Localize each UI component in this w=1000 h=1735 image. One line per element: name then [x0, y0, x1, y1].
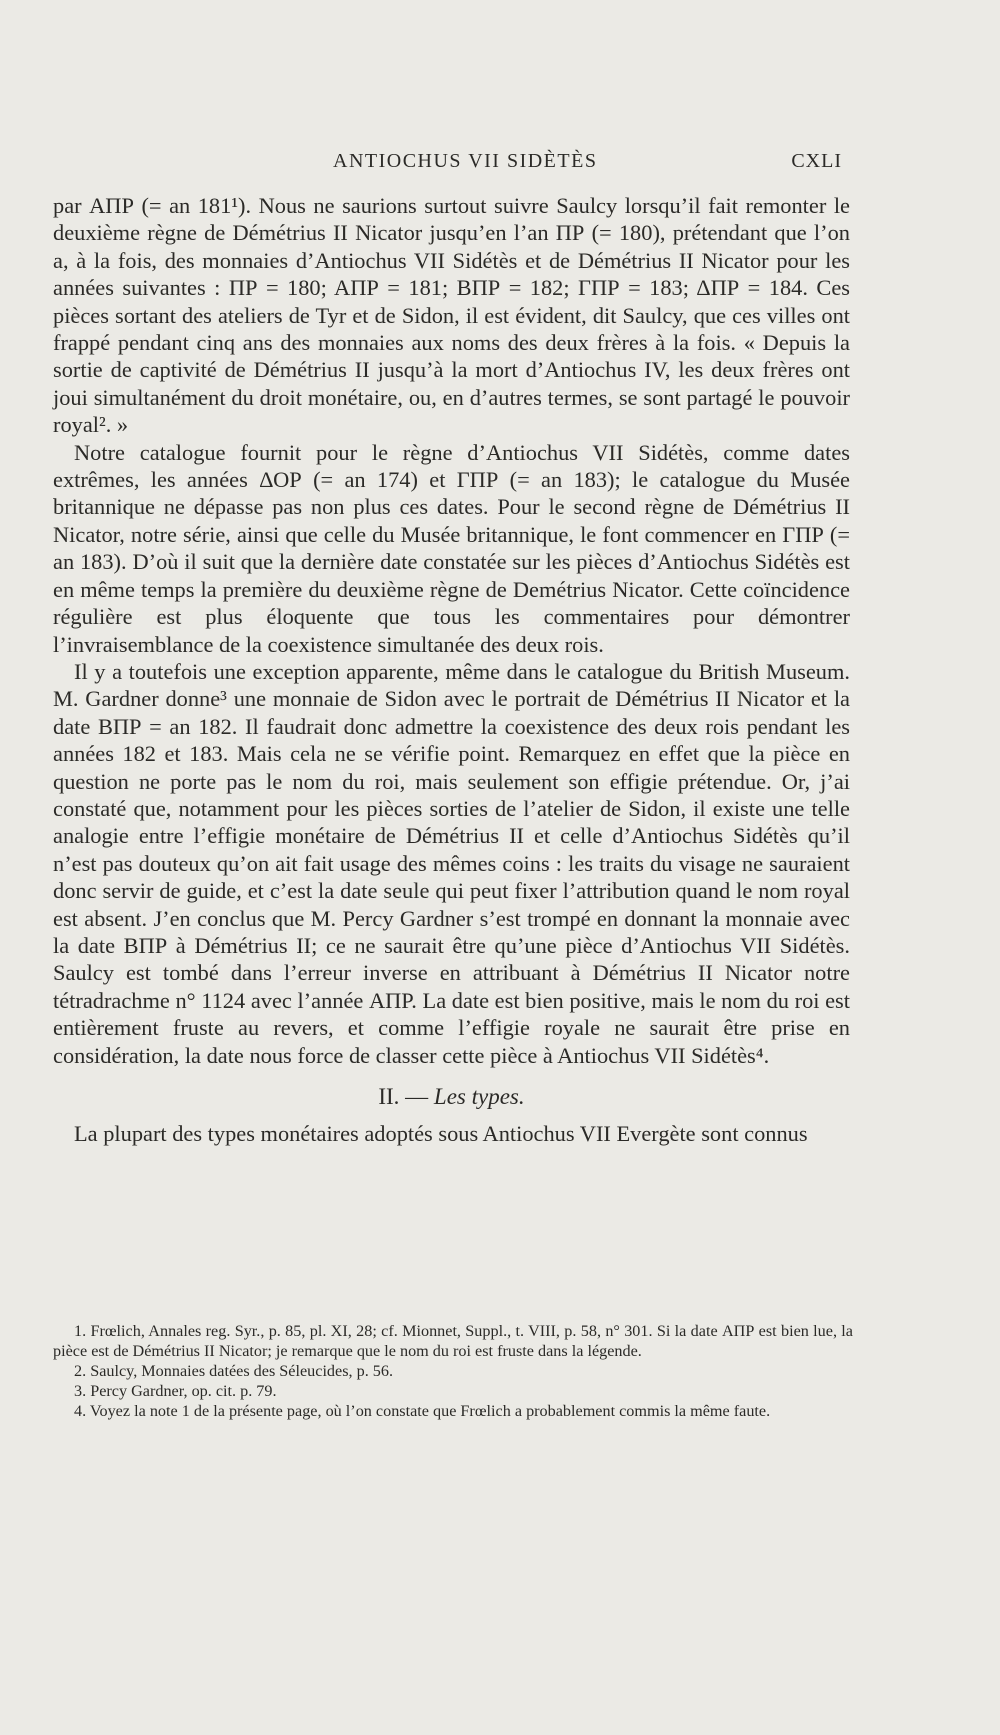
paragraph-1: par ΑΠΡ (= an 181¹). Nous ne saurions surtout suivre Saulcy lorsqu’il fait remonter le deuxième règne de Démétrius II Nicator jusqu’en l’an ΠΡ (= 180), prétendant que l’on a, à la fois, des monnaies d’Antiochus VII Sidétès et de Démétrius II Nicator pour les années suivantes : ΠΡ = 180; ΑΠΡ = 181; ΒΠΡ = 182; ΓΠΡ = 183; ΔΠΡ = 184. Ces pièces sortant des ateliers de Tyr et de Sidon, il est évident, dit Saulcy, que ces villes ont frappé pendant cinq ans des monnaies aux noms des deux frères à la fois. « Depuis la sortie de captivité de Démétrius II jusqu’à la mort d’Antiochus IV, les deux frères ont joui simultanément du droit monétaire, ou, en d’autres termes, se sont partagé le pouvoir royal². » — [53, 193, 850, 438]
footnote-1: 1. Frœlich, Annales reg. Syr., p. 85, pl. XI, 28; cf. Mionnet, Suppl., t. VIII, p. 58, n° 301. Si la date ΑΠΡ est bien lue, la pièce est de Démétrius II Nicator; je remarque que le nom du roi est fruste dans la légende. — [53, 1322, 853, 1360]
running-title: ANTIOCHUS VII SIDÈTÈS — [333, 150, 598, 172]
main-text — [53, 192, 850, 1148]
page-header — [0, 146, 1000, 176]
section-heading — [53, 1083, 850, 1110]
footnote-2: 2. Saulcy, Monnaies datées des Séleucides, p. 56. — [74, 1362, 394, 1380]
paragraph-2: Notre catalogue fournit pour le règne d’Antiochus VII Sidétès, comme dates extrêmes, les années ΔΟΡ (= an 174) et ΓΠΡ (= an 183); le catalogue du Musée britannique ne dépasse pas non plus ces dates. Pour le second règne de Démétrius II Nicator, notre série, ainsi que celle du Musée britannique, le font commencer en ΓΠΡ (= an 183). D’où il suit que la dernière date constatée sur les pièces d’Antiochus Sidétès est en même temps la première du deuxième règne de Demétrius Nicator. Cette coïncidence régulière est plus éloquente que tous les commentaires pour démontrer l’invraisemblance de la coexistence simultanée des deux rois. — [53, 439, 850, 657]
footnotes — [53, 1321, 853, 1421]
paragraph-3: Il y a toutefois une exception apparente, même dans le catalogue du British Museum. M. Gardner donne³ une monnaie de Sidon avec le portrait de Démétrius II Nicator et la date ΒΠΡ = an 182. Il faudrait donc admettre la coexistence des deux rois pendant les années 182 et 183. Mais cela ne se vérifie point. Remarquez en effet que la pièce en question ne porte pas le nom du roi, mais seulement son effigie prétendue. Or, j’ai constaté que, notamment pour les pièces sorties de l’atelier de Sidon, il existe une telle analogie entre l’effigie monétaire de Démétrius II et celle d’Antiochus Sidétès qu’il n’est pas douteux qu’on ait fait usage des mêmes coins : les traits du visage ne sauraient donc servir de guide, et c’est la date seule qui peut fixer l’attribution quand le nom royal est absent. J’en conclus que M. Percy Gardner s’est trompé en donnant la monnaie avec la date ΒΠΡ à Démétrius II; ce ne saurait être qu’une pièce d’Antiochus VII Sidétès. Saulcy est tombé dans l’erreur inverse en attribuant à Démétrius II Nicator notre tétradrachme n° 1124 avec l’année ΑΠΡ. La date est bien positive, mais le nom du roi est entièrement fruste au revers, et comme l’effigie royale ne saurait être prise en considération, la date nous force de classer cette pièce à Antiochus VII Sidétès⁴. — [53, 658, 850, 1068]
section-number: II. — — [378, 1084, 429, 1109]
footnote-4: 4. Voyez la note 1 de la présente page, où l’on constate que Frœlich a probablement commis la même faute. — [74, 1402, 771, 1420]
paragraph-4: La plupart des types monétaires adoptés sous Antiochus VII Evergète sont connus — [74, 1121, 808, 1147]
page-number: CXLI — [791, 150, 842, 172]
section-title: Les types. — [433, 1084, 525, 1109]
footnote-3: 3. Percy Gardner, op. cit. p. 79. — [74, 1382, 277, 1400]
